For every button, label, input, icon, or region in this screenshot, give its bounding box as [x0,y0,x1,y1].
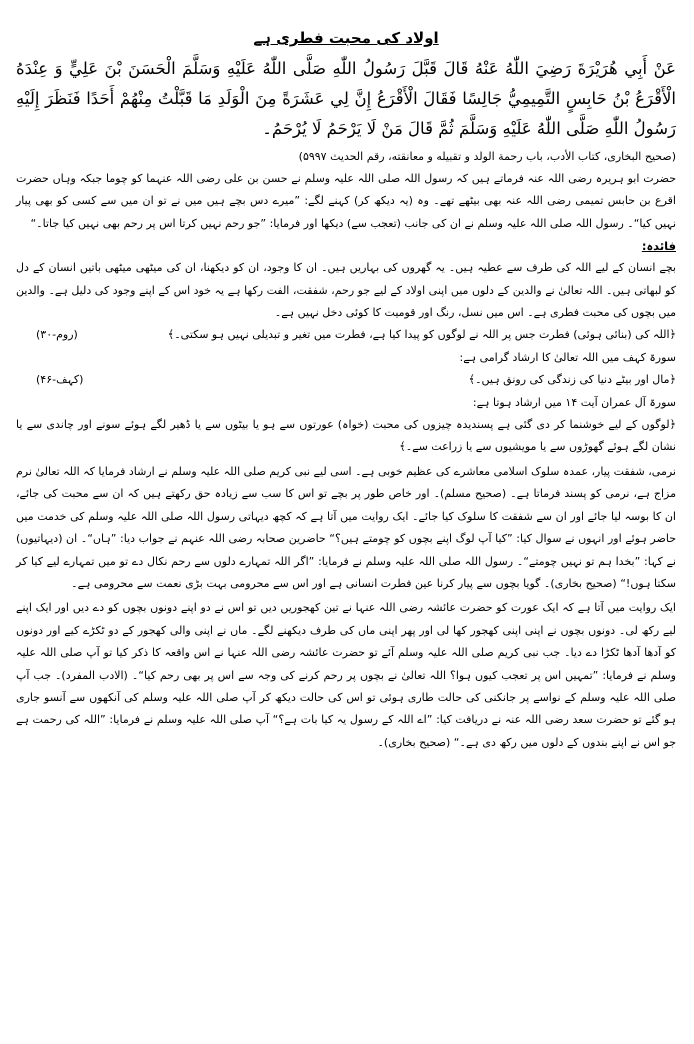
paragraph-intro: بچے انسان کے لیے اللہ کی طرف سے عطیہ ہیں۔ یہ گھروں کی بہاریں ہیں۔ ان کا وجود، ان کو دیکھنا، ان کی میٹھی میٹھی باتیں انسان کے دل کو لبھاتی ہیں۔ اللہ تعالیٰ نے والدین کے دلوں میں اپنی اولاد کے لیے جو رحم، شفقت، الفت رکھا ہے یہ خود اس کے اپنے وجود کی دلیل ہے۔ والدین میں بچوں کی محبت فطری ہے۔ اس میں نسل، رنگ اور قومیت کا کوئی دخل نہیں ہے۔ [16,261,676,320]
paragraph-kindness: نرمی، شفقت پیار، عمدہ سلوک اسلامی معاشرے کی عظیم خوبی ہے۔ اسی لیے نبی کریم صلی اللہ علیہ وسلم نے ارشاد فرمایا کہ اللہ تعالیٰ نرم مزاج ہے، نرمی کو پسند فرماتا ہے۔ (صحیح مسلم)۔ اور خاص طور پر بچے تو اس کا سب سے زیادہ حق رکھتے ہیں کہ ان سے محبت کی جائے، ان کا بوسہ لیا جائے اور ان سے شفقت کا سلوک کیا جائے۔ ایک روایت میں آتا ہے کہ کچھ دیہاتی رسول اللہ صلی اللہ علیہ وسلم کی خدمت میں حاضر ہوئے اور انہوں نے سوال کیا: ”کیا آپ لوگ اپنے بچوں کو چومتے ہیں؟“ حاضرین صحابہ رضی اللہ عنہم نے جواب دیا: ”ہاں“۔ ان (دیہاتیوں) نے کہا: ”بخدا ہم تو نہیں چومتے“۔ رسول اللہ صلی اللہ علیہ وسلم نے فرمایا: ”اگر اللہ تمہارے دلوں سے رحم نکال دے تو میں تمہارے لیے کیا کر سکتا ہوں!“ (صحیح بخاری)۔ گویا بچوں سے پیار کرنا عین فطرت انسانی ہے اور اس سے محرومی بہت بڑی نعمت سے محرومی ہے۔ [16,464,676,590]
verse-kahf-text: ﴿مال اور بیٹے دنیا کی زندگی کی رونق ہیں۔﴾ [468,373,676,387]
verse-imran: ﴿لوگوں کے لیے خوشنما کر دی گئی ہے پسندیدہ چیزوں کی محبت (خواہ) عورتوں سے ہو یا بیٹوں سے یا ڈھیر لگے ہوئے سونے اور چاندی سے یا نشان لگے ہوئے گھوڑوں سے یا مویشیوں سے یا زراعت سے۔﴾ [16,418,676,454]
hadith-translation: حضرت ابو ہریرہ رضی اللہ عنہ فرماتے ہیں کہ رسول اللہ صلی اللہ علیہ وسلم نے حسن بن علی رضی اللہ عنہما کو چوما جبکہ وہاں حضرت اقرع بن حابس تمیمی رضی اللہ عنہ بھی بیٹھے تھے۔ وہ (یہ دیکھ کر) کہنے لگے: ”میرے دس بچے ہیں میں نے تو ان میں سے کسی کو بھی پیار نہیں کیا“۔ رسول اللہ صلی اللہ علیہ وسلم نے ان کی جانب (تعجب سے) دیکھا اور فرمایا: ”جو رحم نہیں کرتا اس پر رحم بھی نہیں کیا جاتا۔“ [16,172,676,230]
hadith-arabic-text: عَنْ أَبِي هُرَيْرَةَ رَضِيَ اللّٰهُ عَنْهُ قَالَ قَبَّلَ رَسُولُ اللّٰهِ صَلَّى اللّٰهُ عَلَيْهِ وَسَلَّمَ الْحَسَنَ بْنَ عَلِيٍّ وَ عِنْدَهُ الْأَقْرَعُ بْنُ حَابِسٍ التَّمِيمِيُّ جَالِسًا فَقَالَ الْأَقْرَعُ إِنَّ لِي عَشَرَةً مِنَ الْوَلَدِ مَا قَبَّلْتُ مِنْهُمْ أَحَدًا فَنَظَرَ إِلَيْهِ رَسُولُ اللّٰهِ صَلَّى اللّٰهُ عَلَيْهِ وَسَلَّمَ ثُمَّ قَالَ مَنْ لَا يَرْحَمُ لَا يُرْحَمُ۔ [16,59,676,138]
faida-heading: فائدہ: [641,239,676,254]
imran-intro: سورۃ آل عمران آیت ۱۴ میں ارشاد ہوتا ہے: [472,395,676,409]
verse-rum [16,324,676,346]
verse-rum-ref: (روم-۳۰) [36,328,78,342]
kahf-intro: سورۃ کہف میں اللہ تعالیٰ کا ارشاد گرامی ہے: [459,350,676,364]
verse-kahf [16,369,676,391]
page-title: اولاد کی محبت فطری ہے [253,29,439,47]
paragraph-dates-story: ایک روایت میں آتا ہے کہ ایک عورت کو حضرت عائشہ رضی اللہ عنہا نے تین کھجوریں دیں تو اس نے دو اپنے دونوں بچوں کو دے دیں اور ایک اپنے لیے رکھ لی۔ دونوں بچوں نے اپنی اپنی کھجور کھا لی اور پھر اپنی ماں کی طرف دیکھنے لگے۔ ماں نے اپنی والی کھجور کے دو ٹکڑے کیے اور دونوں کو آدھا آدھا ٹکڑا دے دیا۔ جب نبی کریم صلی اللہ علیہ وسلم آئے تو حضرت عائشہ رضی اللہ عنہا نے اس واقعہ کا ذکر کیا تو آپ صلی اللہ علیہ وسلم نے فرمایا: ”تمہیں اس پر تعجب کیوں ہوا؟ اللہ تعالیٰ نے بچوں پر رحم کرنے کی وجہ سے اس پر بھی رحم کیا“۔ (الادب المفرد)۔ جب آپ صلی اللہ علیہ وسلم کے نواسے پر جانکنی کی حالت طاری ہوئی تو اس کی حالت دیکھ کر آپ صلی اللہ علیہ وسلم کی آنکھوں سے آنسو جاری ہو گئے تو حضرت سعد رضی اللہ عنہ نے دریافت کیا: ”اے اللہ کے رسول یہ کیا بات ہے؟“ آپ صلی اللہ علیہ وسلم نے فرمایا: ”اللہ کی رحمت ہے جو اس نے اپنے بندوں کے دلوں میں رکھ دی ہے۔“ (صحیح بخاری)۔ [16,601,676,749]
hadith-reference: (صحیح البخاری، کتاب الأدب، باب رحمة الولد و تقبیله و معانقته، رقم الحدیث ۵۹۹۷) [298,150,676,163]
verse-kahf-ref: (کہف-۴۶) [36,373,84,387]
verse-rum-text: ﴿اللہ کی (بنائی ہوئی) فطرت جس پر اللہ نے لوگوں کو پیدا کیا ہے، فطرت میں تغیر و تبدیلی نہیں ہو سکتی۔﴾ [167,328,676,342]
